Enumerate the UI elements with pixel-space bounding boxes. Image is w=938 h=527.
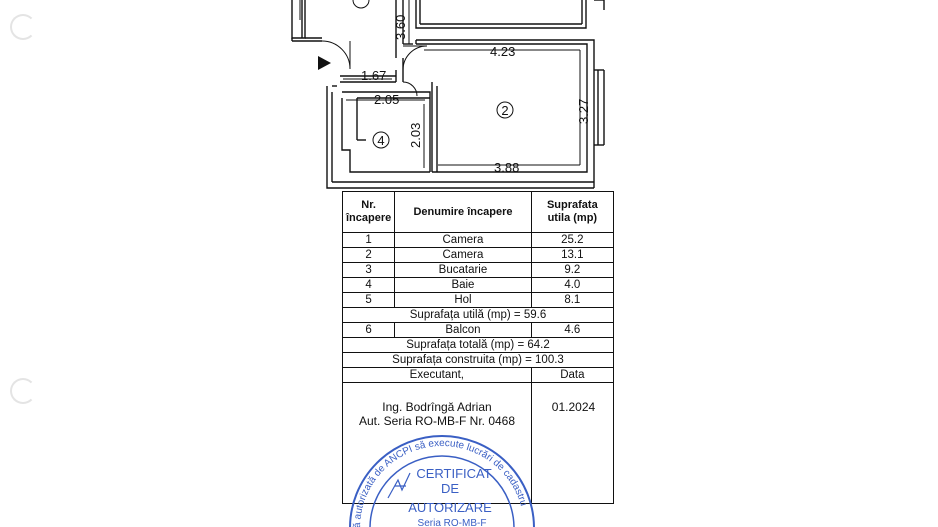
scan-artifact (10, 14, 36, 40)
executant-name: Ing. Bodrîngă Adrian (382, 400, 492, 414)
cell-area: 8.1 (531, 293, 613, 308)
total-area-row (343, 338, 614, 353)
built-area: Suprafața construita (mp) = 100.3 (343, 353, 614, 368)
dim-label-b: 4.23 (490, 44, 516, 59)
cell-nr: 3 (343, 263, 395, 278)
useful-area-row (343, 308, 614, 323)
date-label: Data (531, 368, 613, 383)
cell-nr: 4 (343, 278, 395, 293)
dim-label-g: 3.88 (494, 160, 520, 175)
built-area-row (343, 353, 614, 368)
dim-label-c: 1.67 (361, 68, 387, 83)
total-area: Suprafața totală (mp) = 64.2 (343, 338, 614, 353)
dim-label-a: 3.60 (393, 14, 408, 40)
table-row (343, 278, 614, 293)
room-number-4: 4 (377, 133, 385, 148)
executant-authorization: Aut. Seria RO-MB-F Nr. 0468 (358, 414, 516, 428)
floor-plan (0, 0, 938, 195)
scan-artifact (10, 378, 36, 404)
cell-name: Balcon (395, 323, 531, 338)
stamp-line-1: CERTIFICAT (416, 466, 492, 481)
authorization-stamp (340, 418, 540, 527)
table-row (343, 248, 614, 263)
stamp-line-2: DE (440, 481, 460, 496)
dim-label-d: 2.05 (374, 92, 400, 107)
cell-name: Camera (395, 233, 531, 248)
signature-header-row (343, 368, 614, 383)
cell-area: 13.1 (531, 248, 613, 263)
cell-nr: 5 (343, 293, 395, 308)
table-row (343, 263, 614, 278)
room-number-2: 2 (501, 103, 509, 118)
cell-name: Bucatarie (395, 263, 531, 278)
header-area: Suprafata utila (mp) (531, 192, 613, 233)
stamp-line-3: AUTORIZARE (408, 500, 492, 515)
dim-label-e: 3.27 (576, 98, 591, 124)
entrance-arrow-icon (318, 56, 331, 70)
date-value: 01.2024 (551, 400, 596, 414)
table-row (343, 293, 614, 308)
cell-nr: 6 (343, 323, 395, 338)
cell-area: 25.2 (531, 233, 613, 248)
cell-nr: 2 (343, 248, 395, 263)
header-name: Denumire încapere (395, 192, 531, 233)
table-row (343, 233, 614, 248)
dim-label-f: 2.03 (408, 122, 423, 148)
header-nr: Nr. încapere (343, 192, 395, 233)
cell-name: Camera (395, 248, 531, 263)
cell-name: Hol (395, 293, 531, 308)
cell-nr: 1 (343, 233, 395, 248)
cell-name: Baie (395, 278, 531, 293)
table-row (343, 323, 614, 338)
executant-label: Executant, (343, 368, 532, 383)
cell-area: 4.6 (531, 323, 613, 338)
cell-area: 4.0 (531, 278, 613, 293)
stamp-line-4: Seria RO-MB-F (417, 518, 487, 527)
stamp-ring-text: ă autorizată de ANCPI să execute lucrări de cadastru (351, 437, 529, 527)
cell-area: 9.2 (531, 263, 613, 278)
useful-area-total: Suprafața utilă (mp) = 59.6 (343, 308, 614, 323)
room-marker-1-partial (353, 0, 369, 8)
